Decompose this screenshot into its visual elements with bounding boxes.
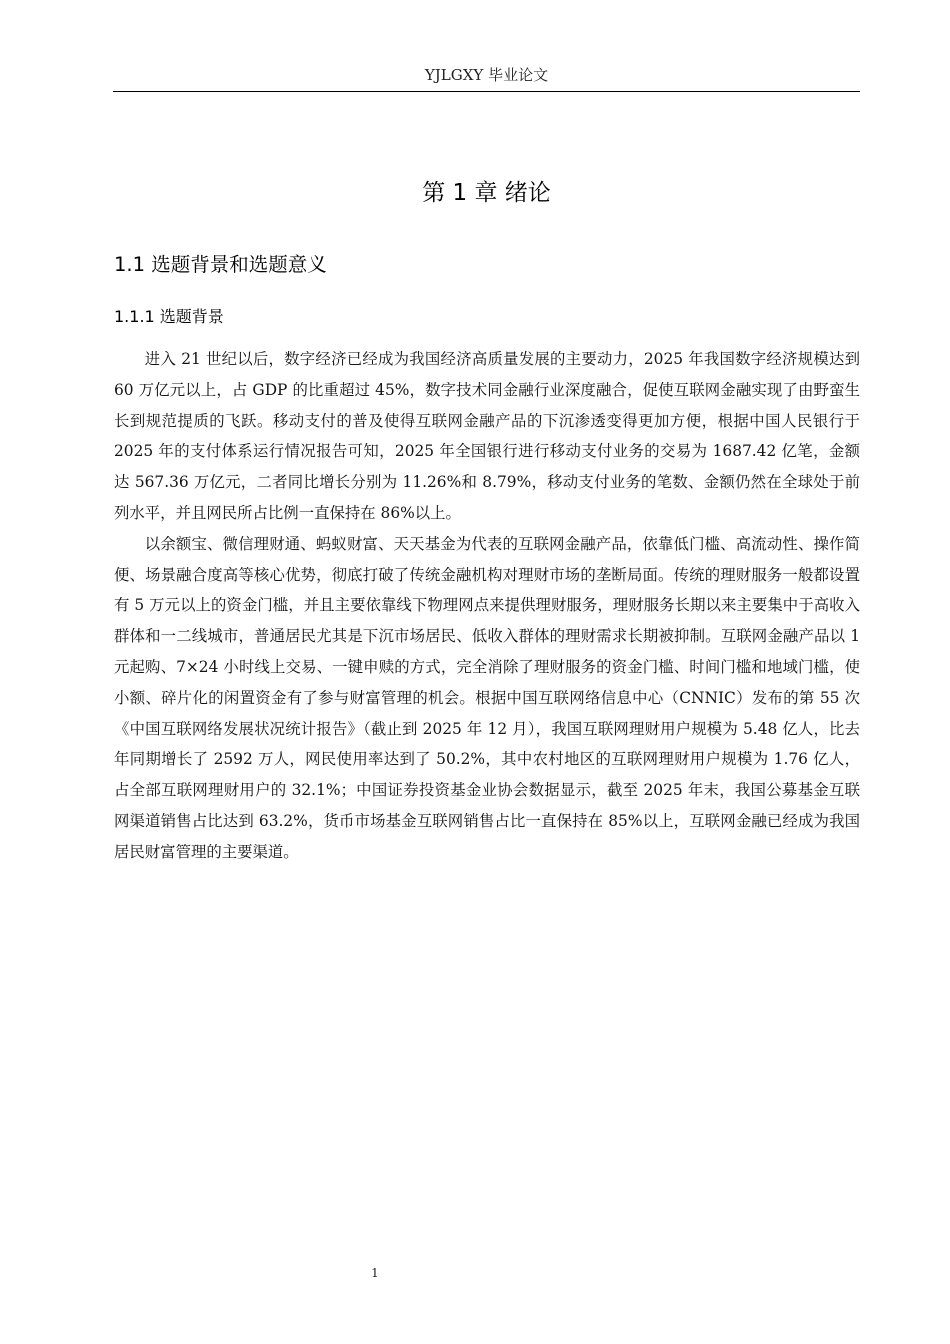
chapter-title: 第 1 章 绪论: [422, 180, 551, 206]
running-header: YJLGXY 毕业论文: [424, 66, 549, 84]
subsection-heading: 1.1.1 选题背景: [114, 307, 224, 326]
section-heading: 1.1 选题背景和选题意义: [114, 253, 327, 276]
paragraph-digital-economy: 进入 21 世纪以后，数字经济已经成为我国经济高质量发展的主要动力，2025 年我国数字经济规模达到 60 万亿元以上，占 GDP 的比重超过 45%，数字技术同金融行业深度融合，促使互联网金融实现了由野蛮生长到规范提质的飞跃。移动支付的普及使得互联网金融产品的下沉渗透变得更加方便，根据中国人民银行于 2025 年的支付体系运行情况报告可知，2025 年全国银行进行移动支付业务的交易为 1687.42 亿笔，金额达 567.36 万亿元，二者同比增长分别为 11.26%和 8.79%，移动支付业务的笔数、金额仍然在全球处于前列水平，并且网民所占比例一直保持在 86%以上。: [114, 350, 860, 522]
body-text: [114, 344, 860, 868]
header-divider: [113, 91, 860, 92]
paragraph-internet-finance-products: 以余额宝、微信理财通、蚂蚁财富、天天基金为代表的互联网金融产品，依靠低门槛、高流动性、操作简便、场景融合度高等核心优势，彻底打破了传统金融机构对理财市场的垄断局面。传统的理财服务一般都设置有 5 万元以上的资金门槛，并且主要依靠线下物理网点来提供理财服务，理财服务长期以来主要集中于高收入群体和一二线城市，普通居民尤其是下沉市场居民、低收入群体的理财需求长期被抑制。互联网金融产品以 1 元起购、7×24 小时线上交易、一键申赎的方式，完全消除了理财服务的资金门槛、时间门槛和地域门槛，使小额、碎片化的闲置资金有了参与财富管理的机会。根据中国互联网络信息中心（CNNIC）发布的第 55 次《中国互联网络发展状况统计报告》（截止到 2025 年 12 月），我国互联网理财用户规模为 5.48 亿人，比去年同期增长了 2592 万人，网民使用率达到了 50.2%，其中农村地区的互联网理财用户规模为 1.76 亿人，占全部互联网理财用户的 32.1%；中国证券投资基金业协会数据显示，截至 2025 年末，我国公募基金互联网渠道销售占比达到 63.2%，货币市场基金互联网销售占比一直保持在 85%以上，互联网金融已经成为我国居民财富管理的主要渠道。: [114, 534, 860, 861]
page-number: 1: [371, 1266, 379, 1280]
